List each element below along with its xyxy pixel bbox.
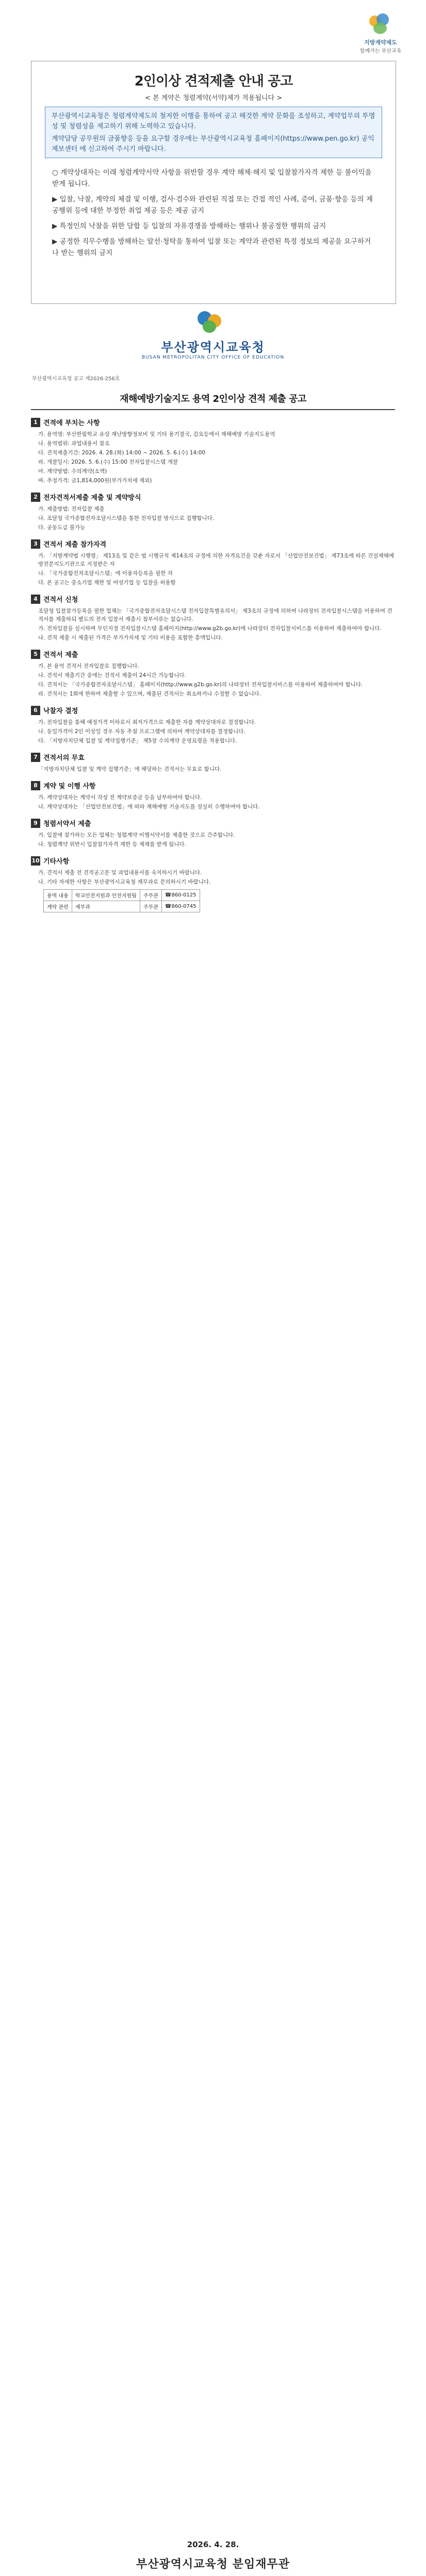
section-line: 나. 견적 제출 시 제출된 가격은 부가가치세 및 기타 비용을 포함한 총액입니다. bbox=[38, 635, 223, 641]
section-title: 계약 및 이행 사항 bbox=[43, 783, 96, 790]
notice-highlight bbox=[45, 107, 382, 158]
logo-line2: 함께가는 부산교육 bbox=[359, 48, 402, 54]
signature-org: 부산광역시교육청 분임재무관 bbox=[136, 2558, 290, 2571]
section-line: 가. 제출방법: 전자입찰 제출 bbox=[38, 506, 105, 512]
contact-dept: 학교안전지원과 안전지원팀 bbox=[72, 890, 140, 901]
section-number: 8 bbox=[31, 781, 40, 790]
section-line: 나. 동일가격이 2인 이상일 경우 자동 추첨 프로그램에 의하여 계약상대자를 결정합니다. bbox=[38, 728, 245, 735]
document-title: 재해예방기술지도 용역 2인이상 견적 제출 공고 bbox=[31, 392, 395, 410]
section-number: 2 bbox=[31, 493, 40, 502]
section bbox=[31, 417, 395, 485]
notice-highlight-line: 부산광역시교육청은 청렴계약제도의 철저한 이행을 통하여 공고 해것한 계약 문화를 조성하고, 계약업무의 투명성 및 청렴성을 제고하기 위해 노력하고 있습니다. bbox=[52, 112, 375, 130]
section-line: 가. 계약상대자는 계약서 작성 전 계약보증금 등을 납부하여야 합니다. bbox=[38, 794, 202, 801]
section bbox=[31, 539, 395, 587]
section-line: 가. 「지방계약법 시행령」 제13조 및 같은 법 시행규칙 제14조의 규정에 의한 자격요건을 갖춘 자로서 「산업안전보건법」 제73조에 따른 건설재해예방전문지도기관으로 지정받은 자 bbox=[38, 553, 394, 567]
contact-role: 용역 내용 bbox=[44, 890, 72, 901]
section bbox=[31, 856, 395, 912]
section-number: 4 bbox=[31, 595, 40, 604]
notice-highlight-line: 계약담당 공무원의 금품향응 등을 요구할 경우에는 부산광역시교육청 홈페이지(https://www.pen.go.kr) 공익제보센터 에 신고하여 주시기 바랍니다. bbox=[52, 135, 374, 153]
section bbox=[31, 492, 395, 532]
section-number: 1 bbox=[31, 418, 40, 427]
contact-phone: ☎860-0745 bbox=[161, 901, 200, 912]
notice-subtitle: < 본 계약은 청렴계약(서약)제가 적용됩니다 > bbox=[144, 94, 283, 102]
contact-phone: ☎860-0125 bbox=[161, 890, 200, 901]
section-title: 전자견적서제출 제출 및 계약방식 bbox=[43, 494, 141, 502]
section-number: 7 bbox=[31, 753, 40, 762]
notice-title: 2인이상 견적제출 안내 공고 bbox=[134, 74, 293, 89]
document bbox=[31, 392, 395, 916]
contact-dept: 재무과 bbox=[72, 901, 140, 912]
notice-body bbox=[52, 167, 377, 263]
section-line: 가. 용역명: 부산한림학교 유상 재난방향정보비 및 기타 용기결국, 감요등에서 재해예방 기술지도용역 bbox=[38, 431, 275, 437]
section bbox=[31, 594, 395, 642]
section bbox=[31, 705, 395, 745]
section-number: 9 bbox=[31, 819, 40, 828]
section-line: 다. 견적제출기간: 2026. 4. 28.(화) 14:00 ~ 2026. 5. 6.(수) 14:00 bbox=[38, 450, 206, 456]
section-line: 나. 계약상대자는 「산업안전보건법」에 따라 재해예방 기술지도를 성실히 수행하여야 합니다. bbox=[38, 804, 260, 810]
section bbox=[31, 781, 395, 811]
logo-mark-icon bbox=[367, 12, 394, 36]
section-title: 견적서 제출 참가자격 bbox=[43, 541, 107, 549]
notice-body-line: ▶ 입찰, 낙찰, 계약의 체결 및 이행, 검사·검수와 관련된 직접 또는 간접 적인 사례, 증여, 금품·향응 등의 제공행위 등에 대한 부정한 취업 제공 등은 제공 금지 bbox=[52, 195, 373, 215]
section-line: 다. 「지방자치단체 입찰 및 계약집행기준」 제5장 수의계약 운영요령을 적용합니다. bbox=[38, 738, 237, 744]
section-line: 조달청 입찰참가등록을 필한 업체는 「국가종합전자조달시스템 전자입찰특별유의서」 제3조의 규정에 의하여 나라장터 전자입찰시스템을 이용하여 견적서를 제출하되 별도의 전자 입찰서 제출시 첨부서류는 없습니다. bbox=[38, 608, 392, 622]
top-logo bbox=[350, 12, 412, 55]
section-line: 다. 본 공고는 중소기업 제한 및 여성기업 등 입찰을 허용함 bbox=[38, 580, 176, 586]
section-number: 6 bbox=[31, 706, 40, 715]
section-line: 가. 본 용역 견적서 전자입찰로 집행합니다. bbox=[38, 663, 139, 669]
section-title: 견적서 신청 bbox=[43, 596, 78, 604]
section bbox=[31, 649, 395, 698]
org-emblem-icon bbox=[182, 309, 244, 335]
notice-box bbox=[31, 61, 396, 304]
section-title: 낙찰자 결정 bbox=[43, 707, 78, 715]
logo-line1: 지방계약제도 bbox=[364, 39, 397, 46]
notice-body-line: ▶ 공정한 직무수행을 방해하는 알선·청탁을 통하여 입찰 또는 계약과 관련된 특정 정보의 제공을 요구하거나 받는 행위의 금지 bbox=[52, 238, 371, 257]
contacts-table bbox=[43, 889, 200, 912]
section-line: 나. 용역범위: 과업내용서 참조 bbox=[38, 440, 110, 447]
section-line: 나. 견적서 제출기간 중에는 견적서 제출이 24시간 가능합니다. bbox=[38, 672, 186, 679]
notice-body-line: ○ 계약상대자는 이래 청렴계약서약 사항을 위반할 경우 계약 해제·해지 및 입찰참가자격 제한 등 불이익을 받게 됩니다. bbox=[52, 168, 372, 188]
section-title: 기타사항 bbox=[43, 858, 70, 866]
section-number: 10 bbox=[31, 856, 40, 866]
section-title: 견적서의 무효 bbox=[43, 754, 85, 762]
signature-date: 2026. 4. 28. bbox=[187, 2540, 239, 2549]
section-line: 나. 기타 자세한 사항은 부산광역시교육청 재무과로 문의하시기 바랍니다. bbox=[38, 879, 211, 885]
document-number: 부산광역시교육청 공고 제2026-256호 bbox=[32, 376, 120, 382]
section-line: 「지방자치단체 입찰 및 계약 집행기준」에 해당하는 견적서는 무효로 합니다. bbox=[38, 766, 222, 772]
section-line: 가. 입찰에 참가하는 모든 업체는 청렴계약 이행서약서를 제출한 것으로 간주합니다. bbox=[38, 832, 235, 838]
notice-body-line: ▶ 특정인의 낙찰을 위한 담합 등 입찰의 자유경쟁을 방해하는 행위나 불공정한 행위의 금지 bbox=[52, 222, 326, 230]
section-line: 다. 견적서는 「국가종합전자조달시스템」 홈페이지(http://www.g2b.go.kr)의 나라장터 전자입찰서비스를 이용하여 제출하여야 합니다. bbox=[38, 682, 363, 688]
section bbox=[31, 752, 395, 773]
section-line: 가. 전자입찰을 실시하며 무인지정 전자입찰시스템 홈페이지(http://www.g2b.go.kr)에 나라장터 전자입찰서비스를 이용하여 제출하여야 합니다. bbox=[38, 625, 382, 632]
org-name-english: BUSAN METROPOLITAN CITY OFFICE OF EDUCATION bbox=[141, 355, 285, 360]
contact-person: 주무관 bbox=[140, 890, 161, 901]
org-name: 부산광역시교육청 bbox=[161, 340, 265, 354]
section-line: 다. 공동도급 불가능 bbox=[38, 524, 86, 531]
section-title: 견적에 부치는 사항 bbox=[43, 419, 100, 427]
section-line: 바. 추정가격: 금1,814,000원(부가가치세 제외) bbox=[38, 478, 152, 484]
section-title: 견적서 제출 bbox=[43, 651, 78, 659]
section-line: 나. 청렴계약 위반시 입찰참가자격 제한 등 제재를 받게 됩니다. bbox=[38, 841, 186, 848]
section-line: 나. 「국가종합전자조달시스템」에 이용자등록을 필한 자 bbox=[38, 570, 173, 577]
section-number: 3 bbox=[31, 539, 40, 549]
contact-person: 주무관 bbox=[140, 901, 161, 912]
section-line: 라. 개찰일시: 2026. 5. 6.(수) 15:00 전자입찰시스템 개찰 bbox=[38, 459, 178, 465]
org-logo bbox=[0, 309, 426, 360]
contact-role: 계약 관련 bbox=[44, 901, 72, 912]
section-line: 가. 전자입찰을 통해 예정가격 이하로서 최저가격으로 제출한 자를 계약상대자로 결정합니다. bbox=[38, 719, 256, 725]
section-line: 가. 견적서 제출 전 견적공고문 및 과업내용서를 숙지하시기 바랍니다. bbox=[38, 870, 202, 876]
table-row bbox=[44, 901, 200, 912]
table-row bbox=[44, 890, 200, 901]
section-line: 마. 계약방법: 수의계약(소액) bbox=[38, 468, 107, 474]
section-line: 나. 조달청 국가종합전자조달시스템을 통한 전자입찰 방식으로 집행합니다. bbox=[38, 515, 215, 521]
section-number: 5 bbox=[31, 650, 40, 659]
section-title: 청렴서약서 제출 bbox=[43, 820, 91, 828]
section bbox=[31, 818, 395, 849]
section-line: 라. 견적서는 1회에 한하여 제출할 수 있으며, 제출된 견적서는 취소하거나 수정할 수 없습니다. bbox=[38, 691, 261, 697]
